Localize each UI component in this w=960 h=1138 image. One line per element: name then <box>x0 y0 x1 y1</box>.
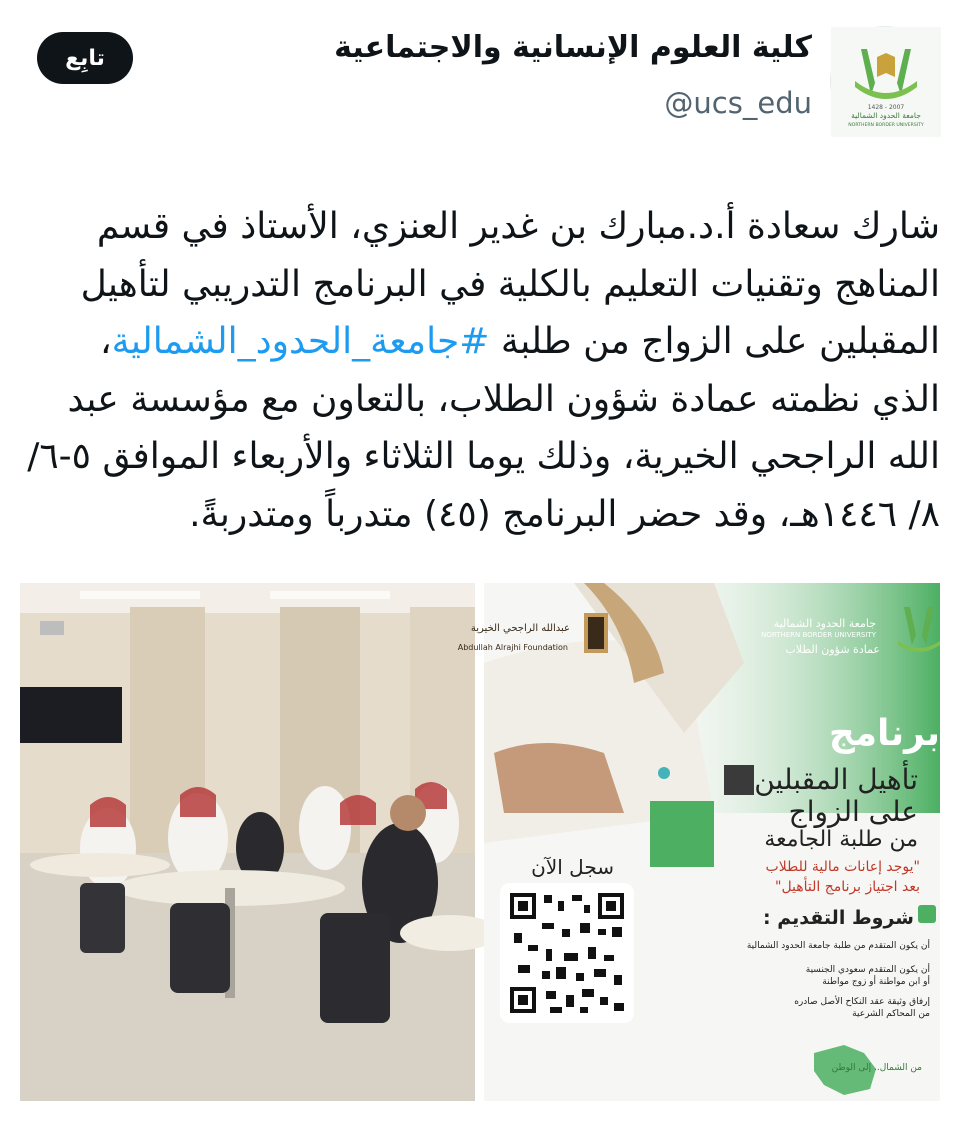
university-logo-icon <box>831 27 941 137</box>
poster-condition-2a: أن يكون المتقدم سعودي الجنسية <box>805 965 930 975</box>
poster-title-line1: تأهيل المقبلين <box>754 763 918 796</box>
poster-university-ar: جامعة الحدود الشمالية <box>773 617 876 630</box>
hashtag-link[interactable]: #جامعة_الحدود_الشمالية <box>111 321 490 362</box>
user-handle[interactable]: @ucs_edu <box>664 86 812 120</box>
poster-title-line2: على الزواج <box>788 795 918 828</box>
avatar[interactable] <box>830 26 940 136</box>
poster-condition-3a: إرفاق وثيقة عقد النكاح الأصل صادره <box>794 997 930 1007</box>
poster-program-label: برنامج <box>828 713 940 754</box>
logo-year: 1428 - 2007 <box>867 104 905 111</box>
tweet-media[interactable] <box>20 583 940 1101</box>
follow-button[interactable]: تابِع <box>37 32 133 84</box>
logo-text-ar: جامعة الحدود الشمالية <box>851 111 921 120</box>
poster-note-line1: "يوجد إعانات مالية للطلاب <box>765 859 920 875</box>
tweet-text <box>22 198 940 543</box>
tweet-text-part2: ، الذي نظمته عمادة شؤون الطلاب، بالتعاون مع مؤسسة عبد الله الراجحي الخيرية، وذلك يوما الثلاثاء والأربعاء الموافق ٥-٦/ ٨/ ١٤٤٦هـ، وقد حضر البرنامج (٤٥) متدرباً ومتدربةً. <box>27 321 940 535</box>
session-photo-image <box>20 583 475 1101</box>
poster-foundation-ar: عبدالله الراجحي الخيرية <box>470 623 570 634</box>
poster-condition-3b: من المحاكم الشرعية <box>852 1009 930 1019</box>
session-photo[interactable] <box>20 583 475 1101</box>
poster-university-en: NORTHERN BORDER UNIVERSITY <box>761 631 876 639</box>
display-name[interactable]: كلية العلوم الإنسانية والاجتماعية <box>334 30 812 65</box>
poster-title-line3: من طلبة الجامعة <box>764 827 918 852</box>
poster-deanship: عمادة شؤون الطلاب <box>785 643 880 656</box>
poster-conditions-title: شروط التقديم : <box>763 907 914 929</box>
tweet-text-part1: شارك سعادة أ.د.مبارك بن غدير العنزي، الأستاذ في قسم المناهج وتقنيات التعليم بالكلية في البرنامج التدريبي لتأهيل المقبلين على الزواج من طلبة <box>80 206 940 362</box>
poster-note-line2: بعد اجتياز برنامج التأهيل" <box>775 879 920 895</box>
poster-condition-2b: أو ابن مواطنة أو زوج مواطنة <box>822 977 930 987</box>
poster-slogan: من الشمال.. إلى الوطن <box>831 1063 922 1073</box>
poster-register-now: سجل الآن <box>531 855 614 879</box>
program-poster[interactable] <box>457 583 940 1101</box>
poster-condition-1: أن يكون المتقدم من طلبة جامعة الحدود الشمالية <box>746 941 930 951</box>
logo-text-en: NORTHERN BORDER UNIVERSITY <box>848 123 924 128</box>
poster-foundation-en: Abdullah Alrajhi Foundation <box>457 643 568 652</box>
